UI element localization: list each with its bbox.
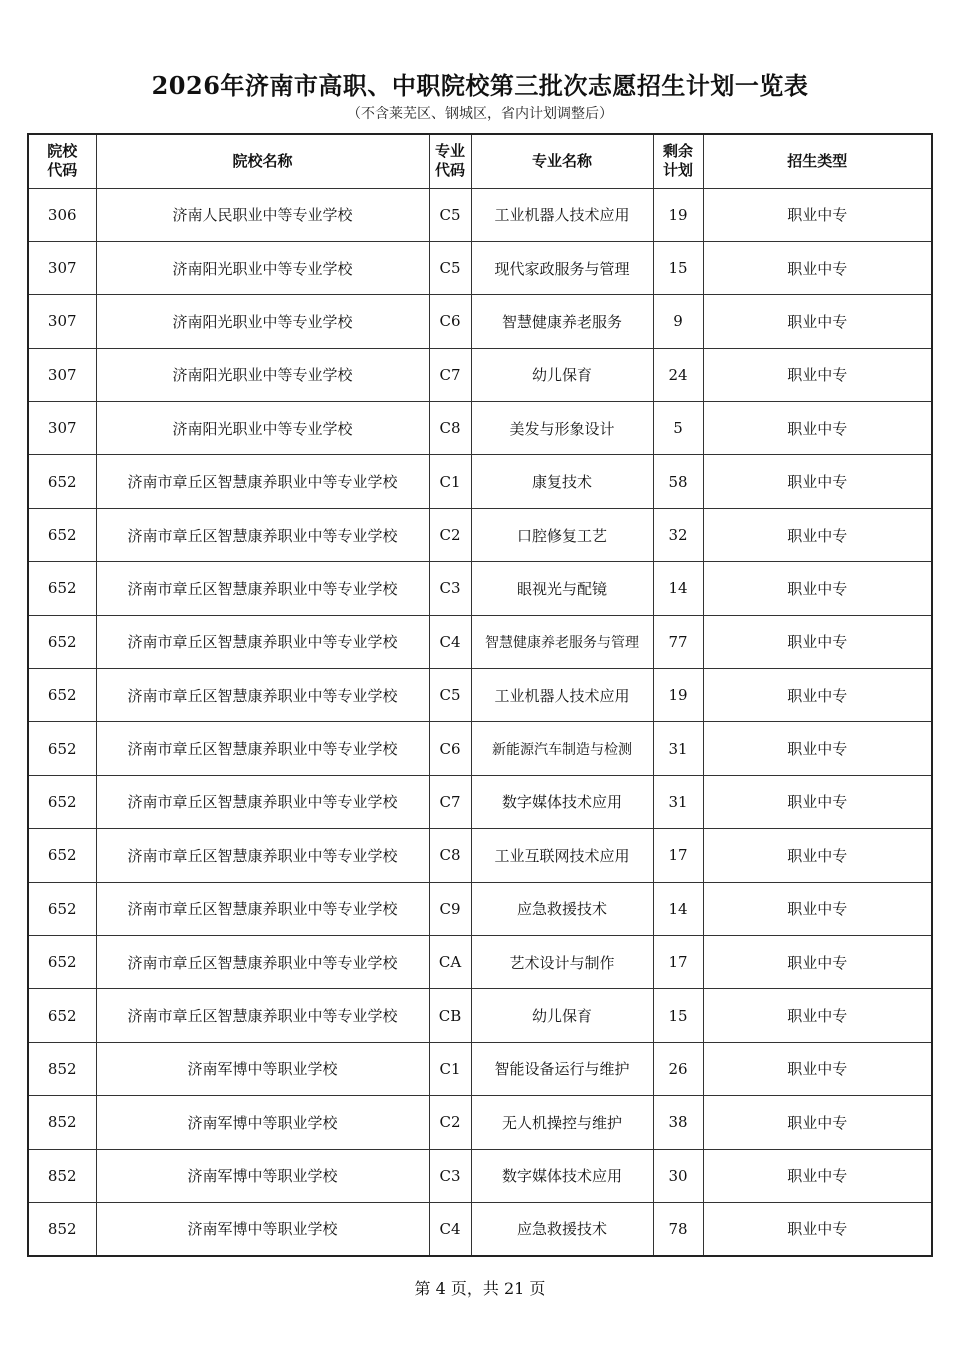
cell-remaining: 17 — [653, 935, 703, 988]
table-row — [28, 775, 932, 828]
cell-major-code: C9 — [429, 882, 471, 935]
table-body — [28, 188, 932, 1256]
cell-major-code: C5 — [429, 188, 471, 241]
table-row — [28, 188, 932, 241]
cell-remaining: 30 — [653, 1149, 703, 1202]
cell-school-code: 652 — [28, 669, 96, 722]
cell-type: 职业中专 — [703, 615, 932, 668]
cell-school-code: 852 — [28, 1149, 96, 1202]
cell-type: 职业中专 — [703, 722, 932, 775]
cell-type: 职业中专 — [703, 295, 932, 348]
cell-major-name: 幼儿保育 — [471, 989, 653, 1042]
table-row — [28, 615, 932, 668]
cell-type: 职业中专 — [703, 1202, 932, 1255]
cell-school-name: 济南市章丘区智慧康养职业中等专业学校 — [96, 455, 429, 508]
cell-school-name: 济南市章丘区智慧康养职业中等专业学校 — [96, 882, 429, 935]
cell-remaining: 14 — [653, 882, 703, 935]
cell-major-code: CA — [429, 935, 471, 988]
cell-major-code: C8 — [429, 829, 471, 882]
cell-school-code: 652 — [28, 615, 96, 668]
cell-major-name: 康复技术 — [471, 455, 653, 508]
table-row — [28, 562, 932, 615]
cell-remaining: 17 — [653, 829, 703, 882]
cell-major-name: 智慧健康养老服务与管理 — [471, 615, 653, 668]
header-school-name: 院校名称 — [96, 134, 429, 188]
cell-major-name: 数字媒体技术应用 — [471, 1149, 653, 1202]
cell-school-name: 济南阳光职业中等专业学校 — [96, 241, 429, 294]
table-row — [28, 935, 932, 988]
table-row — [28, 1149, 932, 1202]
cell-major-code: C2 — [429, 508, 471, 561]
cell-major-name: 美发与形象设计 — [471, 402, 653, 455]
table-row — [28, 989, 932, 1042]
cell-major-name: 应急救援技术 — [471, 1202, 653, 1255]
cell-remaining: 31 — [653, 775, 703, 828]
cell-remaining: 19 — [653, 188, 703, 241]
cell-major-code: C1 — [429, 455, 471, 508]
cell-school-name: 济南阳光职业中等专业学校 — [96, 348, 429, 401]
cell-type: 职业中专 — [703, 348, 932, 401]
cell-remaining: 9 — [653, 295, 703, 348]
cell-school-name: 济南人民职业中等专业学校 — [96, 188, 429, 241]
cell-major-code: C3 — [429, 562, 471, 615]
cell-remaining: 24 — [653, 348, 703, 401]
cell-major-code: C1 — [429, 1042, 471, 1095]
table-header-row — [28, 134, 932, 188]
cell-type: 职业中专 — [703, 1096, 932, 1149]
header-school-code: 院校 代码 — [28, 134, 96, 188]
cell-remaining: 32 — [653, 508, 703, 561]
header-type: 招生类型 — [703, 134, 932, 188]
cell-school-code: 652 — [28, 508, 96, 561]
cell-type: 职业中专 — [703, 241, 932, 294]
cell-major-code: C4 — [429, 1202, 471, 1255]
cell-type: 职业中专 — [703, 402, 932, 455]
cell-major-code: C4 — [429, 615, 471, 668]
cell-major-name: 口腔修复工艺 — [471, 508, 653, 561]
cell-school-name: 济南军博中等职业学校 — [96, 1202, 429, 1255]
header-major-name: 专业名称 — [471, 134, 653, 188]
cell-remaining: 19 — [653, 669, 703, 722]
cell-type: 职业中专 — [703, 1149, 932, 1202]
cell-major-name: 工业机器人技术应用 — [471, 188, 653, 241]
cell-school-code: 652 — [28, 775, 96, 828]
cell-major-code: C7 — [429, 775, 471, 828]
cell-remaining: 5 — [653, 402, 703, 455]
cell-school-code: 852 — [28, 1042, 96, 1095]
cell-school-name: 济南阳光职业中等专业学校 — [96, 295, 429, 348]
cell-type: 职业中专 — [703, 188, 932, 241]
table-row — [28, 669, 932, 722]
cell-school-name: 济南市章丘区智慧康养职业中等专业学校 — [96, 935, 429, 988]
table-row — [28, 348, 932, 401]
cell-major-code: C2 — [429, 1096, 471, 1149]
cell-school-code: 652 — [28, 562, 96, 615]
cell-remaining: 38 — [653, 1096, 703, 1149]
cell-type: 职业中专 — [703, 989, 932, 1042]
cell-type: 职业中专 — [703, 669, 932, 722]
cell-major-name: 无人机操控与维护 — [471, 1096, 653, 1149]
cell-remaining: 77 — [653, 615, 703, 668]
cell-school-code: 652 — [28, 722, 96, 775]
cell-school-code: 652 — [28, 455, 96, 508]
cell-school-name: 济南军博中等职业学校 — [96, 1149, 429, 1202]
table-row — [28, 1202, 932, 1255]
table-row — [28, 1042, 932, 1095]
cell-major-name: 应急救援技术 — [471, 882, 653, 935]
cell-school-code: 852 — [28, 1096, 96, 1149]
page-footer: 第 4 页，共 21 页 — [414, 1279, 546, 1298]
cell-major-code: C8 — [429, 402, 471, 455]
cell-major-code: C6 — [429, 295, 471, 348]
page-title: 2026年济南市高职、中职院校第三批次志愿招生计划一览表 — [151, 71, 809, 100]
cell-school-name: 济南市章丘区智慧康养职业中等专业学校 — [96, 989, 429, 1042]
cell-school-name: 济南市章丘区智慧康养职业中等专业学校 — [96, 615, 429, 668]
header-major-code: 专业 代码 — [429, 134, 471, 188]
cell-school-name: 济南市章丘区智慧康养职业中等专业学校 — [96, 829, 429, 882]
cell-major-code: C5 — [429, 241, 471, 294]
cell-school-code: 652 — [28, 935, 96, 988]
table-row — [28, 1096, 932, 1149]
cell-major-name: 数字媒体技术应用 — [471, 775, 653, 828]
cell-type: 职业中专 — [703, 1042, 932, 1095]
table-row — [28, 295, 932, 348]
cell-major-code: C5 — [429, 669, 471, 722]
cell-major-name: 艺术设计与制作 — [471, 935, 653, 988]
cell-remaining: 15 — [653, 241, 703, 294]
cell-remaining: 15 — [653, 989, 703, 1042]
table-row — [28, 455, 932, 508]
cell-remaining: 26 — [653, 1042, 703, 1095]
header-remaining: 剩余 计划 — [653, 134, 703, 188]
cell-major-name: 工业机器人技术应用 — [471, 669, 653, 722]
cell-type: 职业中专 — [703, 829, 932, 882]
table-row — [28, 722, 932, 775]
cell-remaining: 78 — [653, 1202, 703, 1255]
cell-school-code: 307 — [28, 295, 96, 348]
cell-major-code: C3 — [429, 1149, 471, 1202]
cell-type: 职业中专 — [703, 455, 932, 508]
cell-school-name: 济南市章丘区智慧康养职业中等专业学校 — [96, 508, 429, 561]
cell-school-code: 307 — [28, 241, 96, 294]
cell-school-name: 济南军博中等职业学校 — [96, 1042, 429, 1095]
table-row — [28, 882, 932, 935]
cell-school-code: 306 — [28, 188, 96, 241]
cell-school-name: 济南市章丘区智慧康养职业中等专业学校 — [96, 722, 429, 775]
cell-type: 职业中专 — [703, 508, 932, 561]
cell-major-code: CB — [429, 989, 471, 1042]
cell-major-name: 新能源汽车制造与检测 — [471, 722, 653, 775]
cell-school-code: 852 — [28, 1202, 96, 1255]
table-row — [28, 829, 932, 882]
cell-remaining: 14 — [653, 562, 703, 615]
cell-major-code: C7 — [429, 348, 471, 401]
cell-type: 职业中专 — [703, 775, 932, 828]
cell-school-name: 济南市章丘区智慧康养职业中等专业学校 — [96, 669, 429, 722]
cell-school-code: 652 — [28, 989, 96, 1042]
cell-school-name: 济南军博中等职业学校 — [96, 1096, 429, 1149]
table-row — [28, 508, 932, 561]
cell-major-name: 眼视光与配镜 — [471, 562, 653, 615]
cell-major-name: 现代家政服务与管理 — [471, 241, 653, 294]
cell-school-name: 济南阳光职业中等专业学校 — [96, 402, 429, 455]
cell-major-code: C6 — [429, 722, 471, 775]
cell-school-code: 307 — [28, 402, 96, 455]
cell-major-name: 幼儿保育 — [471, 348, 653, 401]
cell-type: 职业中专 — [703, 562, 932, 615]
cell-major-name: 智能设备运行与维护 — [471, 1042, 653, 1095]
page-subtitle: （不含莱芜区、钢城区，省内计划调整后） — [347, 106, 613, 122]
table-row — [28, 241, 932, 294]
cell-remaining: 58 — [653, 455, 703, 508]
cell-school-name: 济南市章丘区智慧康养职业中等专业学校 — [96, 562, 429, 615]
table-row — [28, 402, 932, 455]
cell-school-code: 307 — [28, 348, 96, 401]
cell-type: 职业中专 — [703, 935, 932, 988]
cell-remaining: 31 — [653, 722, 703, 775]
cell-school-code: 652 — [28, 882, 96, 935]
cell-major-name: 工业互联网技术应用 — [471, 829, 653, 882]
cell-major-name: 智慧健康养老服务 — [471, 295, 653, 348]
enrollment-plan-table — [27, 133, 933, 1257]
cell-school-code: 652 — [28, 829, 96, 882]
cell-type: 职业中专 — [703, 882, 932, 935]
cell-school-name: 济南市章丘区智慧康养职业中等专业学校 — [96, 775, 429, 828]
